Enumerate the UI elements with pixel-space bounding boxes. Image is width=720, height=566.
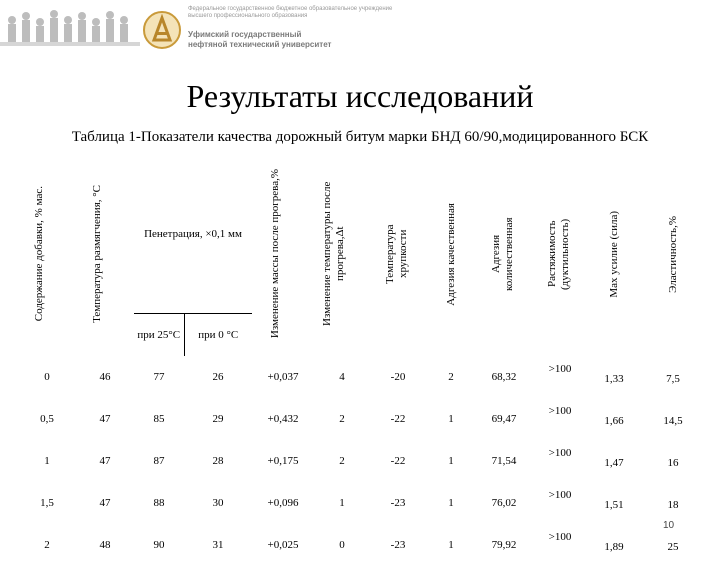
col-header-adh-quant: Адгезия количественная — [490, 217, 516, 291]
cell-mass: +0,025 — [267, 539, 299, 551]
col-header-penetration: Пенетрация, ×0,1 мм — [134, 155, 252, 314]
cell-pen-0: 31 — [212, 539, 224, 551]
cell-pen-0: 29 — [212, 413, 224, 425]
cell-content: 0,5 — [40, 413, 54, 425]
col-header-pen-0: при 0 °С — [198, 329, 239, 341]
cell-elasticity: 7,5 — [666, 373, 680, 385]
cell-ductility: >100 — [548, 405, 572, 417]
cell-adh-quant: 71,54 — [491, 455, 517, 467]
cell-force: 1,89 — [604, 541, 624, 553]
cell-ductility: >100 — [548, 447, 572, 459]
cell-mass: +0,432 — [267, 413, 299, 425]
cell-temp: 48 — [99, 539, 111, 551]
cell-adh-quant: 79,92 — [491, 539, 517, 551]
org-name — [188, 30, 408, 50]
header — [0, 0, 720, 62]
cell-force: 1,51 — [604, 499, 624, 511]
cell-pen-0: 28 — [212, 455, 224, 467]
cell-brittle: -22 — [390, 413, 406, 425]
table-row — [18, 356, 706, 398]
cell-dt: 2 — [339, 413, 345, 425]
org-name-line-2: нефтяной технический университет — [188, 40, 332, 49]
page-title: Результаты исследований — [186, 78, 534, 114]
cell-ductility: >100 — [548, 489, 572, 501]
table-row — [18, 524, 706, 566]
cell-adh-qual: 1 — [448, 539, 454, 551]
cell-mass: +0,037 — [267, 371, 299, 383]
cell-pen-25: 87 — [153, 455, 165, 467]
col-header-ductility: Растяжимость (дуктильность) — [546, 218, 572, 290]
cell-ductility: >100 — [548, 363, 572, 375]
cell-temp: 46 — [99, 371, 111, 383]
cell-elasticity: 18 — [667, 499, 679, 511]
cell-dt: 4 — [339, 371, 345, 383]
cell-dt: 2 — [339, 455, 345, 467]
cell-content: 0 — [44, 371, 50, 383]
col-header-pen-25: при 25°С — [134, 314, 184, 357]
cell-brittle: -22 — [390, 455, 406, 467]
cell-content: 1 — [44, 455, 50, 467]
cell-elasticity: 14,5 — [663, 415, 683, 427]
university-logo — [142, 10, 182, 50]
cell-adh-quant: 68,32 — [491, 371, 517, 383]
cell-force: 1,33 — [604, 373, 624, 385]
cell-temp: 47 — [99, 455, 111, 467]
cell-elasticity: 16 — [667, 457, 679, 469]
cell-adh-quant: 76,02 — [491, 497, 517, 509]
table-row — [18, 482, 706, 524]
cell-content: 1,5 — [40, 497, 54, 509]
col-header-temp-soft: Температура размягчения, °С — [91, 185, 103, 323]
cell-pen-25: 90 — [153, 539, 165, 551]
cell-force: 1,47 — [604, 457, 624, 469]
col-header-elasticity: Эластичность,% — [666, 215, 679, 293]
col-header-mass-change: Изменение массы после прогрева,% — [269, 169, 282, 339]
cell-adh-qual: 1 — [448, 413, 454, 425]
cell-pen-0: 30 — [212, 497, 224, 509]
org-name-line-1: Уфимский государственный — [188, 30, 302, 39]
col-header-content: Содержание добавки, % мас. — [33, 186, 45, 322]
cell-dt: 0 — [339, 539, 345, 551]
cell-temp: 47 — [99, 413, 111, 425]
cell-temp: 47 — [99, 497, 111, 509]
results-table — [18, 155, 706, 566]
cell-adh-qual: 1 — [448, 497, 454, 509]
cell-dt: 1 — [339, 497, 345, 509]
cell-elasticity: 25 — [667, 541, 679, 553]
cell-adh-quant: 69,47 — [491, 413, 517, 425]
cell-pen-25: 85 — [153, 413, 165, 425]
col-header-brittle: Температура хрупкости — [384, 224, 410, 284]
table-row — [18, 440, 706, 482]
cell-pen-25: 88 — [153, 497, 165, 509]
col-header-temp-change: Изменение температуры после прогрева,Δt — [321, 181, 347, 327]
cell-brittle: -23 — [390, 539, 406, 551]
cell-brittle: -23 — [390, 497, 406, 509]
org-description: Федеральное государственное бюджетное образовательное учреждение высшего профессионального образования — [188, 6, 393, 19]
cell-force: 1,66 — [604, 415, 624, 427]
cell-brittle: -20 — [390, 371, 406, 383]
cell-adh-qual: 1 — [448, 455, 454, 467]
crowd-banner-image — [0, 0, 150, 62]
cell-mass: +0,175 — [267, 455, 299, 467]
cell-mass: +0,096 — [267, 497, 299, 509]
cell-content: 2 — [44, 539, 50, 551]
table-caption: Таблица 1-Показатели качества дорожный битум марки БНД 60/90,модицированного БСК — [71, 129, 649, 145]
table-row — [18, 398, 706, 440]
cell-ductility: >100 — [548, 531, 572, 543]
cell-adh-qual: 2 — [448, 371, 454, 383]
table-header-row — [18, 155, 706, 314]
col-header-adh-qual: Адгезия качественная — [444, 202, 457, 306]
cell-pen-0: 26 — [212, 371, 224, 383]
slide-number: 10 — [663, 520, 675, 531]
cell-pen-25: 77 — [153, 371, 165, 383]
col-header-max-force: Мах усилие (сила) — [607, 210, 620, 298]
